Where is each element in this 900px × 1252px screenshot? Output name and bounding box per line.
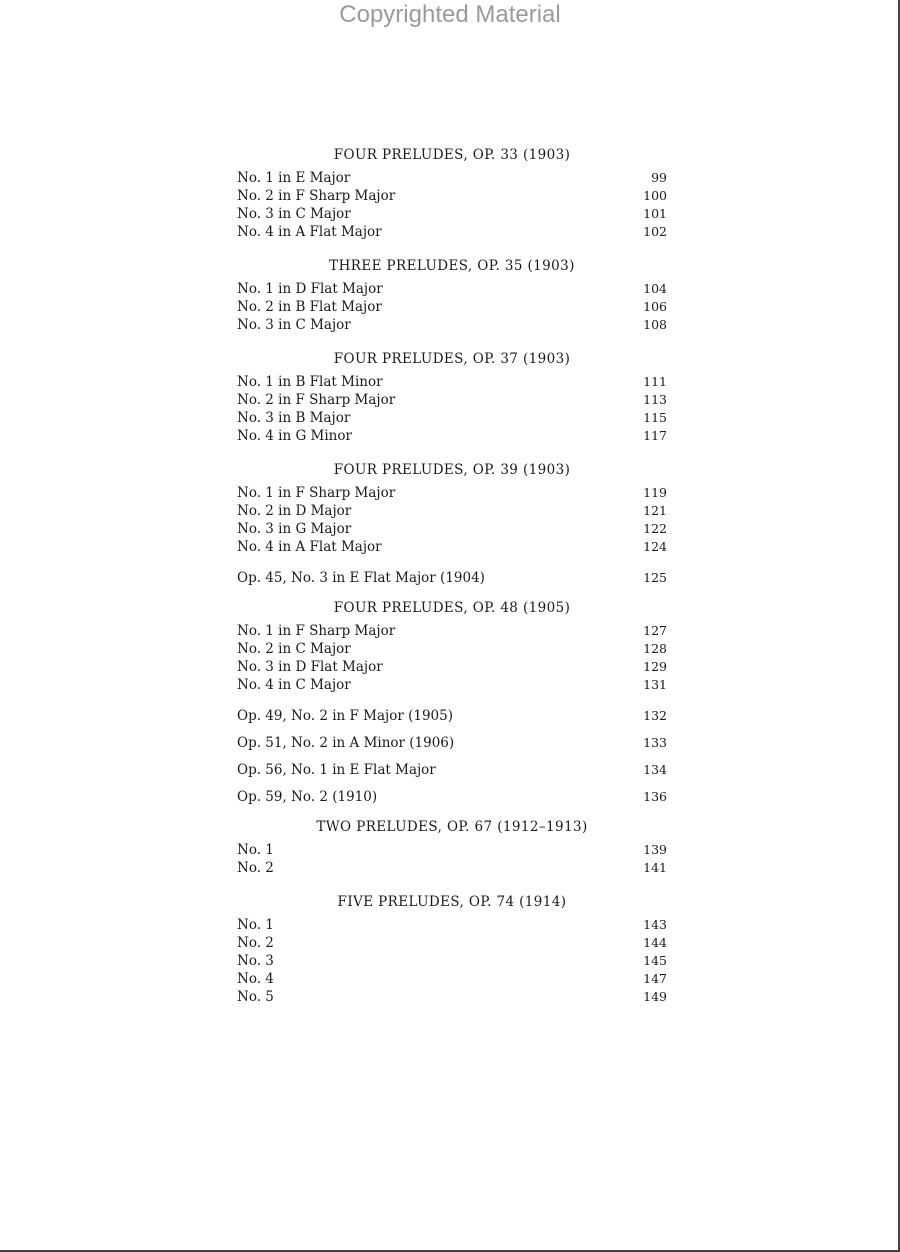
- section-heading: TWO PRELUDES, OP. 67 (1912–1913): [316, 819, 588, 835]
- entry-page-number: 122: [643, 521, 667, 536]
- toc-entry: [237, 223, 667, 241]
- entry-title: No. 4: [237, 971, 274, 987]
- toc-entry: [237, 676, 667, 694]
- toc-entry: [237, 859, 667, 877]
- toc-entry: [237, 658, 667, 676]
- toc-entry: [237, 187, 667, 205]
- toc-entry: [237, 502, 667, 520]
- entry-title: Op. 56, No. 1 in E Flat Major: [237, 762, 436, 778]
- toc-section: [237, 254, 667, 334]
- entry-title: No. 1 in F Sharp Major: [237, 623, 396, 639]
- entry-title: No. 1 in F Sharp Major: [237, 485, 396, 501]
- entry-page-number: 111: [643, 374, 667, 389]
- toc-entry: [237, 622, 667, 640]
- toc-entry: [237, 640, 667, 658]
- toc-entry: [237, 761, 667, 779]
- entry-page-number: 128: [643, 641, 667, 656]
- toc-entry: [237, 280, 667, 298]
- toc-entry: [237, 734, 667, 752]
- entry-title: No. 1 in B Flat Minor: [237, 374, 383, 390]
- entry-title: No. 3 in D Flat Major: [237, 659, 383, 675]
- entry-title: No. 4 in A Flat Major: [237, 224, 382, 240]
- entry-page-number: 102: [643, 224, 667, 239]
- entry-title: No. 2: [237, 860, 274, 876]
- section-heading: FOUR PRELUDES, OP. 33 (1903): [333, 147, 571, 163]
- entry-page-number: 99: [651, 170, 667, 185]
- entry-page-number: 127: [643, 623, 667, 638]
- toc-entry: [237, 391, 667, 409]
- entry-page-number: 147: [643, 971, 667, 986]
- toc-entry: [237, 841, 667, 859]
- entry-page-number: 100: [643, 188, 667, 203]
- entry-page-number: 145: [643, 953, 667, 968]
- entry-page-number: 141: [643, 860, 667, 875]
- entry-title: Op. 45, No. 3 in E Flat Major (1904): [237, 570, 485, 586]
- entry-page-number: 121: [643, 503, 667, 518]
- entry-page-number: 115: [643, 410, 667, 425]
- entry-page-number: 132: [643, 708, 667, 723]
- entry-page-number: 134: [643, 762, 667, 777]
- entry-title: No. 2: [237, 935, 274, 951]
- entry-title: No. 3: [237, 953, 274, 969]
- toc-entry: [237, 970, 667, 988]
- entry-title: Op. 59, No. 2 (1910): [237, 789, 378, 805]
- entry-page-number: 117: [643, 428, 667, 443]
- toc-entry: [237, 707, 667, 725]
- entry-title: No. 5: [237, 989, 274, 1005]
- entry-title: No. 4 in C Major: [237, 677, 351, 693]
- entry-title: No. 4 in G Minor: [237, 428, 352, 444]
- entry-title: No. 1 in D Flat Major: [237, 281, 383, 297]
- entry-title: Op. 51, No. 2 in A Minor (1906): [237, 735, 455, 751]
- entry-title: No. 1 in E Major: [237, 170, 351, 186]
- entry-title: Op. 49, No. 2 in F Major (1905): [237, 708, 453, 724]
- toc-entry: [237, 520, 667, 538]
- entry-title: No. 2 in B Flat Major: [237, 299, 382, 315]
- toc-entry: [237, 316, 667, 334]
- entry-page-number: 144: [643, 935, 667, 950]
- entry-title: No. 3 in C Major: [237, 206, 351, 222]
- toc-section: [237, 815, 667, 877]
- toc-entry: [237, 373, 667, 391]
- toc-entry: [237, 205, 667, 223]
- section-heading: FOUR PRELUDES, OP. 48 (1905): [333, 600, 571, 616]
- toc-section: [237, 347, 667, 445]
- toc-entry: [237, 988, 667, 1006]
- section-heading: THREE PRELUDES, OP. 35 (1903): [329, 258, 575, 274]
- toc-entry: [237, 538, 667, 556]
- entry-page-number: 101: [643, 206, 667, 221]
- entry-title: No. 2 in F Sharp Major: [237, 188, 396, 204]
- toc-entry: [237, 952, 667, 970]
- entry-page-number: 104: [643, 281, 667, 296]
- section-heading: FOUR PRELUDES, OP. 37 (1903): [333, 351, 571, 367]
- entry-page-number: 124: [643, 539, 667, 554]
- toc-section: [237, 458, 667, 556]
- entry-page-number: 129: [643, 659, 667, 674]
- table-of-contents: [237, 143, 667, 1019]
- toc-entry: [237, 916, 667, 934]
- section-heading: FIVE PRELUDES, OP. 74 (1914): [337, 894, 567, 910]
- entry-title: No. 2 in C Major: [237, 641, 351, 657]
- entry-page-number: 108: [643, 317, 667, 332]
- entry-page-number: 149: [643, 989, 667, 1004]
- toc-section: [237, 890, 667, 1006]
- entry-title: No. 3 in B Major: [237, 410, 351, 426]
- toc-section: [237, 596, 667, 694]
- entry-title: No. 2 in D Major: [237, 503, 352, 519]
- toc-entry: [237, 569, 667, 587]
- section-heading: FOUR PRELUDES, OP. 39 (1903): [333, 462, 571, 478]
- entry-page-number: 136: [643, 789, 667, 804]
- toc-entry: [237, 934, 667, 952]
- entry-page-number: 106: [643, 299, 667, 314]
- entry-page-number: 131: [643, 677, 667, 692]
- entry-title: No. 3 in C Major: [237, 317, 351, 333]
- entry-page-number: 133: [643, 735, 667, 750]
- toc-entry: [237, 788, 667, 806]
- entry-page-number: 143: [643, 917, 667, 932]
- entry-title: No. 1: [237, 917, 274, 933]
- entry-title: No. 2 in F Sharp Major: [237, 392, 396, 408]
- entry-title: No. 4 in A Flat Major: [237, 539, 382, 555]
- entry-page-number: 119: [643, 485, 667, 500]
- toc-entry: [237, 484, 667, 502]
- entry-title: No. 1: [237, 842, 274, 858]
- copyright-watermark: Copyrighted Material: [339, 1, 561, 28]
- entry-page-number: 139: [643, 842, 667, 857]
- toc-section: [237, 143, 667, 241]
- toc-entry: [237, 427, 667, 445]
- toc-entry: [237, 298, 667, 316]
- toc-entry: [237, 169, 667, 187]
- toc-entry: [237, 409, 667, 427]
- entry-page-number: 113: [643, 392, 667, 407]
- entry-title: No. 3 in G Major: [237, 521, 352, 537]
- entry-page-number: 125: [643, 570, 667, 585]
